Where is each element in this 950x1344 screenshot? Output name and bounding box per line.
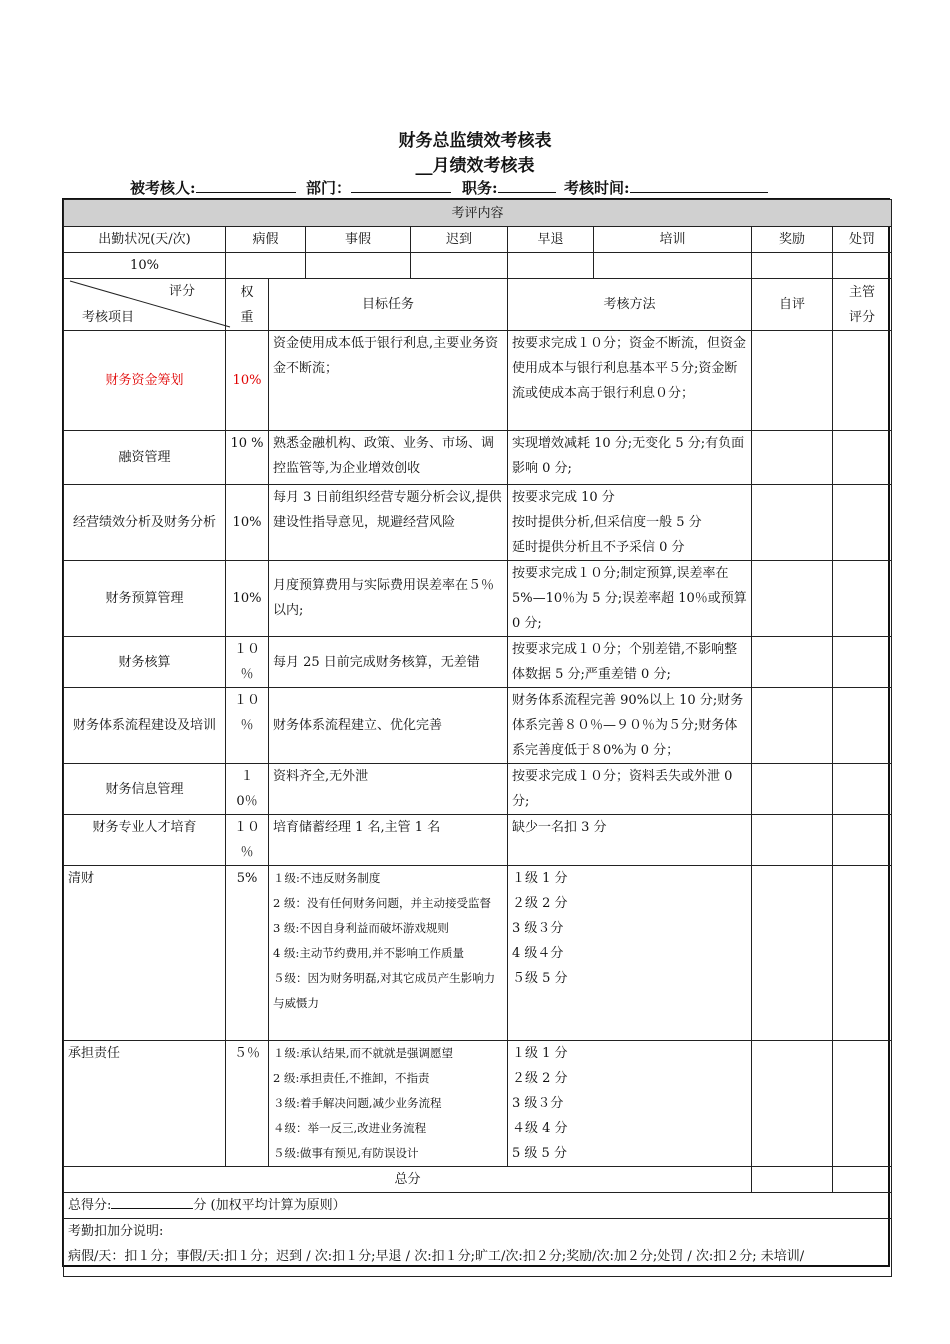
- table-row: [64, 561, 892, 637]
- attendance-label-row: [64, 227, 892, 253]
- supervisor-score-input[interactable]: [833, 485, 892, 561]
- total-score-row: [64, 1193, 892, 1219]
- supervisor-score-input[interactable]: [833, 637, 892, 688]
- supervisor-header: 主管 评分: [833, 279, 892, 331]
- table-row: [64, 637, 892, 688]
- row-item: 财务信息管理: [64, 764, 226, 815]
- time-field[interactable]: [564, 177, 768, 198]
- supervisor-score-input[interactable]: [833, 561, 892, 637]
- training-input[interactable]: [594, 253, 752, 279]
- list-item: 3 级３分: [512, 1096, 564, 1111]
- row-target: 熟悉金融机构、政策、业务、市场、调控监管等,为企业增效创收: [269, 431, 508, 485]
- evaluation-table: [63, 199, 892, 1277]
- self-score-input[interactable]: [752, 331, 833, 431]
- row-method: 财务体系流程完善 90%以上 10 分;财务体系完善８０％—９０％为５分;财务体系完善度低于８0%为 0 分；: [508, 688, 752, 764]
- total-score-cell: [64, 1193, 892, 1219]
- supervisor-total-input[interactable]: [833, 1167, 892, 1193]
- document-title: 财务总监绩效考核表: [398, 131, 552, 151]
- table-header-row: [64, 279, 892, 331]
- row-method: 按要求完成１０分；资料丢失或外泄 0 分;: [508, 764, 752, 815]
- supervisor-score-input[interactable]: [833, 815, 892, 866]
- notes-text: 病假/天：扣１分；事假/天:扣１分；迟到 / 次:扣１分;早退 / 次:扣１分;旷工/次:扣２分;奖励/次:加２分;处罚 / 次:扣２分; 未培训/: [68, 1249, 805, 1264]
- supervisor-score-input[interactable]: [833, 688, 892, 764]
- supervisor-score-input[interactable]: [833, 764, 892, 815]
- table-row: [64, 331, 892, 431]
- self-total-input[interactable]: [752, 1167, 833, 1193]
- row-target: 资金使用成本低于银行利息,主要业务资金不断流；: [269, 331, 508, 431]
- table-row: [64, 1041, 892, 1167]
- total-row: [64, 1167, 892, 1193]
- row-method-list: [508, 866, 752, 1041]
- list-item: ５级 5 分: [512, 971, 568, 986]
- total-label: 总分: [64, 1167, 752, 1193]
- score-header: 评分: [168, 284, 195, 299]
- list-item: ５级：因为财务明磊,对其它成员产生影响力与威慑力: [273, 971, 496, 1010]
- row-item: 融资管理: [64, 431, 226, 485]
- penalty-input[interactable]: [833, 253, 892, 279]
- list-item: ５级:做事有预见,有防误设计: [273, 1146, 419, 1160]
- target-header: 目标任务: [269, 279, 508, 331]
- col-penalty: 处罚: [833, 227, 892, 253]
- table-row: [64, 866, 892, 1041]
- total-score-prefix: 总得分:: [68, 1198, 112, 1213]
- list-item: ４级：举一反三,改进业务流程: [273, 1121, 427, 1135]
- supervisor-score-input[interactable]: [833, 866, 892, 1041]
- weight-header: 权 重: [226, 279, 269, 331]
- row-item: 清财: [64, 866, 226, 1041]
- supervisor-score-input[interactable]: [833, 1041, 892, 1167]
- self-score-input[interactable]: [752, 561, 833, 637]
- row-weight: 10 %: [226, 431, 269, 485]
- self-eval-header: 自评: [752, 279, 833, 331]
- position-field[interactable]: [462, 177, 556, 198]
- list-item: 2 级：没有任何财务问题，并主动接受监督: [273, 896, 491, 910]
- row-method: 按要求完成１０分；资金不断流，但资金使用成本与银行利息基本平５分;资金断流或使成本高于银行利息０分；: [508, 331, 752, 431]
- self-score-input[interactable]: [752, 764, 833, 815]
- row-method-list: [508, 1041, 752, 1167]
- row-target: 财务体系流程建立、优化完善: [269, 688, 508, 764]
- list-item: 5 级 5 分: [512, 1146, 567, 1161]
- row-weight: 10%: [226, 485, 269, 561]
- row-item: 财务预算管理: [64, 561, 226, 637]
- self-score-input[interactable]: [752, 688, 833, 764]
- table-row: [64, 764, 892, 815]
- total-score-suffix: 分 (加权平均计算为原则）: [193, 1198, 346, 1213]
- late-input[interactable]: [411, 253, 508, 279]
- self-score-input[interactable]: [752, 815, 833, 866]
- list-item: ２级 2 分: [512, 896, 568, 911]
- self-score-input[interactable]: [752, 431, 833, 485]
- row-target: 月度预算费用与实际费用误差率在５％以内;: [269, 561, 508, 637]
- table-row: [64, 815, 892, 866]
- list-item: 2 级:承担责任,不推卸，不指责: [273, 1071, 430, 1085]
- sick-leave-input[interactable]: [226, 253, 306, 279]
- row-weight: 10%: [226, 561, 269, 637]
- col-personal-leave: 事假: [306, 227, 411, 253]
- dept-field[interactable]: [306, 177, 451, 198]
- row-weight: １０ ％: [226, 637, 269, 688]
- person-field[interactable]: [130, 177, 296, 198]
- col-early-leave: 早退: [508, 227, 594, 253]
- row-method: 缺少一名扣 3 分: [508, 815, 752, 866]
- document-subtitle: __月绩效考核表: [415, 156, 535, 176]
- notes-row: [64, 1219, 892, 1277]
- list-item: ３级:着手解决问题,减少业务流程: [273, 1096, 442, 1110]
- row-target: 每月 3 日前组织经营专题分析会议,提供建设性指导意见，规避经营风险: [269, 485, 508, 561]
- time-label: 考核时间:: [564, 179, 630, 197]
- row-weight: 10%: [226, 331, 269, 431]
- list-item: 4 级４分: [512, 946, 564, 961]
- reward-input[interactable]: [752, 253, 833, 279]
- notes-title: 考勤扣加分说明:: [68, 1224, 164, 1239]
- row-item: 财务专业人才培育: [64, 815, 226, 866]
- list-item: 3 级:不因自身利益而破坏游戏规则: [273, 921, 449, 935]
- list-item: 4 级:主动节约费用,并不影响工作质量: [273, 946, 465, 960]
- col-late: 迟到: [411, 227, 508, 253]
- row-item: 财务体系流程建设及培训: [64, 688, 226, 764]
- list-item: 3 级３分: [512, 921, 564, 936]
- diagonal-header-cell: [64, 279, 226, 331]
- self-score-input[interactable]: [752, 1041, 833, 1167]
- row-item: 承担责任: [64, 1041, 226, 1167]
- row-item: 经营绩效分析及财务分析: [64, 485, 226, 561]
- table-row: [64, 688, 892, 764]
- row-item: 财务资金筹划: [64, 331, 226, 431]
- col-training: 培训: [594, 227, 752, 253]
- attendance-label: 出勤状况(天/次): [64, 227, 226, 253]
- row-target: 资料齐全,无外泄: [269, 764, 508, 815]
- table-row: [64, 431, 892, 485]
- row-method: 按要求完成 10 分 按时提供分析,但采信度一般 5 分 延时提供分析且不予采信 0 分: [508, 485, 752, 561]
- row-target: 培育储蓄经理 1 名,主管 1 名: [269, 815, 508, 866]
- col-sick-leave: 病假: [226, 227, 306, 253]
- row-weight: １ 0％: [226, 764, 269, 815]
- list-item: １级:承认结果,而不就就是强调愿望: [273, 1046, 454, 1060]
- row-weight: 5%: [226, 866, 269, 1041]
- person-label: 被考核人:: [130, 179, 196, 197]
- row-method: 按要求完成１０分;制定预算,误差率在 5%—10％为 5 分;误差率超 10％或预算 0 分;: [508, 561, 752, 637]
- attendance-weight: 10%: [64, 253, 226, 279]
- self-score-input[interactable]: [752, 866, 833, 1041]
- self-score-input[interactable]: [752, 485, 833, 561]
- list-item: １级 1 分: [512, 1046, 568, 1061]
- section-header-row: [64, 200, 892, 227]
- method-header: 考核方法: [508, 279, 752, 331]
- list-item: １级:不违反财务制度: [273, 871, 381, 885]
- self-score-input[interactable]: [752, 637, 833, 688]
- list-item: １级 1 分: [512, 871, 568, 886]
- supervisor-score-input[interactable]: [833, 331, 892, 431]
- row-weight: ５％: [226, 1041, 269, 1167]
- attendance-value-row: [64, 253, 892, 279]
- list-item: ２级 2 分: [512, 1071, 568, 1086]
- row-weight: １０ ％: [226, 815, 269, 866]
- notes-cell: [64, 1219, 892, 1277]
- table-row: [64, 485, 892, 561]
- row-method: 实现增效减耗 10 分;无变化 5 分;有负面影响 0 分;: [508, 431, 752, 485]
- row-target-list: [269, 866, 508, 1041]
- early-leave-input[interactable]: [508, 253, 594, 279]
- row-weight: １０ ％: [226, 688, 269, 764]
- row-target: 每月 25 日前完成财务核算，无差错: [269, 637, 508, 688]
- col-reward: 奖励: [752, 227, 833, 253]
- position-label: 职务:: [462, 179, 498, 197]
- row-method: 按要求完成１０分；个别差错,不影响整体数据 5 分;严重差错 0 分;: [508, 637, 752, 688]
- dept-label: 部门：: [306, 179, 352, 197]
- section-header: 考评内容: [64, 200, 892, 227]
- item-header: 考核项目: [82, 310, 135, 325]
- personal-leave-input[interactable]: [306, 253, 411, 279]
- row-target-list: [269, 1041, 508, 1167]
- list-item: ４级 4 分: [512, 1121, 568, 1136]
- row-item: 财务核算: [64, 637, 226, 688]
- supervisor-score-input[interactable]: [833, 431, 892, 485]
- total-score-input[interactable]: [111, 1195, 193, 1209]
